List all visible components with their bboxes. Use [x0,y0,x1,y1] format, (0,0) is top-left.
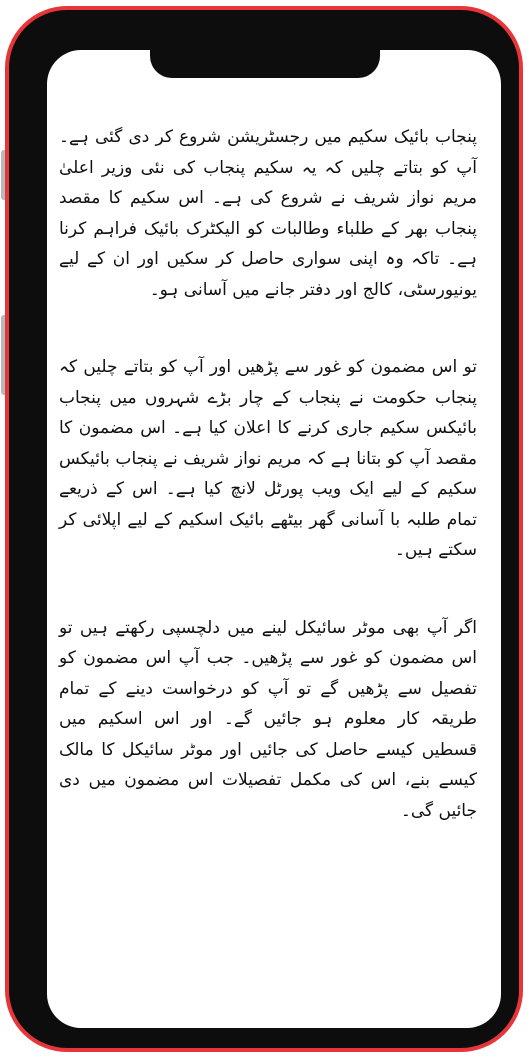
article-body [59,122,477,873]
article-paragraph-3: اگر آپ بھی موٹر سائیکل لینے میں دلچسپی رکھتے ہیں تو اس مضمون کو غور سے پڑھیں۔ جب آپ اس مضمون کو تفصیل سے پڑھیں گے تو آپ کو درخواست دینے کے تمام طریقہ کار معلوم ہو جائیں گے۔ اور اس اسکیم میں قسطیں کیسے حاصل کی جائیں اور موٹر سائیکل کا مالک کیسے بنے، اس کی مکمل تفصیلات اس مضمون میں دی جائیں گی۔ [59,617,477,821]
phone-screen [47,50,501,1028]
article-paragraph-1: پنجاب بائیک سکیم میں رجسٹریشن شروع کر دی گئی ہے۔ آپ کو بتاتے چلیں کہ یہ سکیم پنجاب کی نئی وزیر اعلیٰ مریم نواز شریف نے شروع کی ہے۔ اس سکیم کا مقصد پنجاب بھر کے طلباء وطالبات کو الیکٹرک بائیک فراہم کرنا ہے۔ تاکہ وہ اپنی سواری حاصل کر سکیں اور ان کے لیے یونیورسٹی، کالج اور دفتر جانے میں آسانی ہو۔ [59,127,477,300]
phone-frame [5,6,523,1052]
phone-notch [150,38,380,78]
article-paragraph-2: تو اس مضمون کو غور سے پڑھیں اور آپ کو بتاتے چلیں کہ پنجاب حکومت نے پنجاب کے چار بڑے شہروں میں پنجاب بائیکس سکیم جاری کرنے کا اعلان کیا ہے۔ اس مضمون کا مقصد آپ کو بتانا ہے کہ مریم نواز شریف نے پنجاب بائیکس سکیم کے لیے ایک ویب پورٹل لانچ کیا ہے۔ اس کے ذریعے تمام طلبہ با آسانی گھر بیٹھے بائیک اسکیم کے لیے اپلائی کر سکتے ہیں۔ [59,357,477,560]
